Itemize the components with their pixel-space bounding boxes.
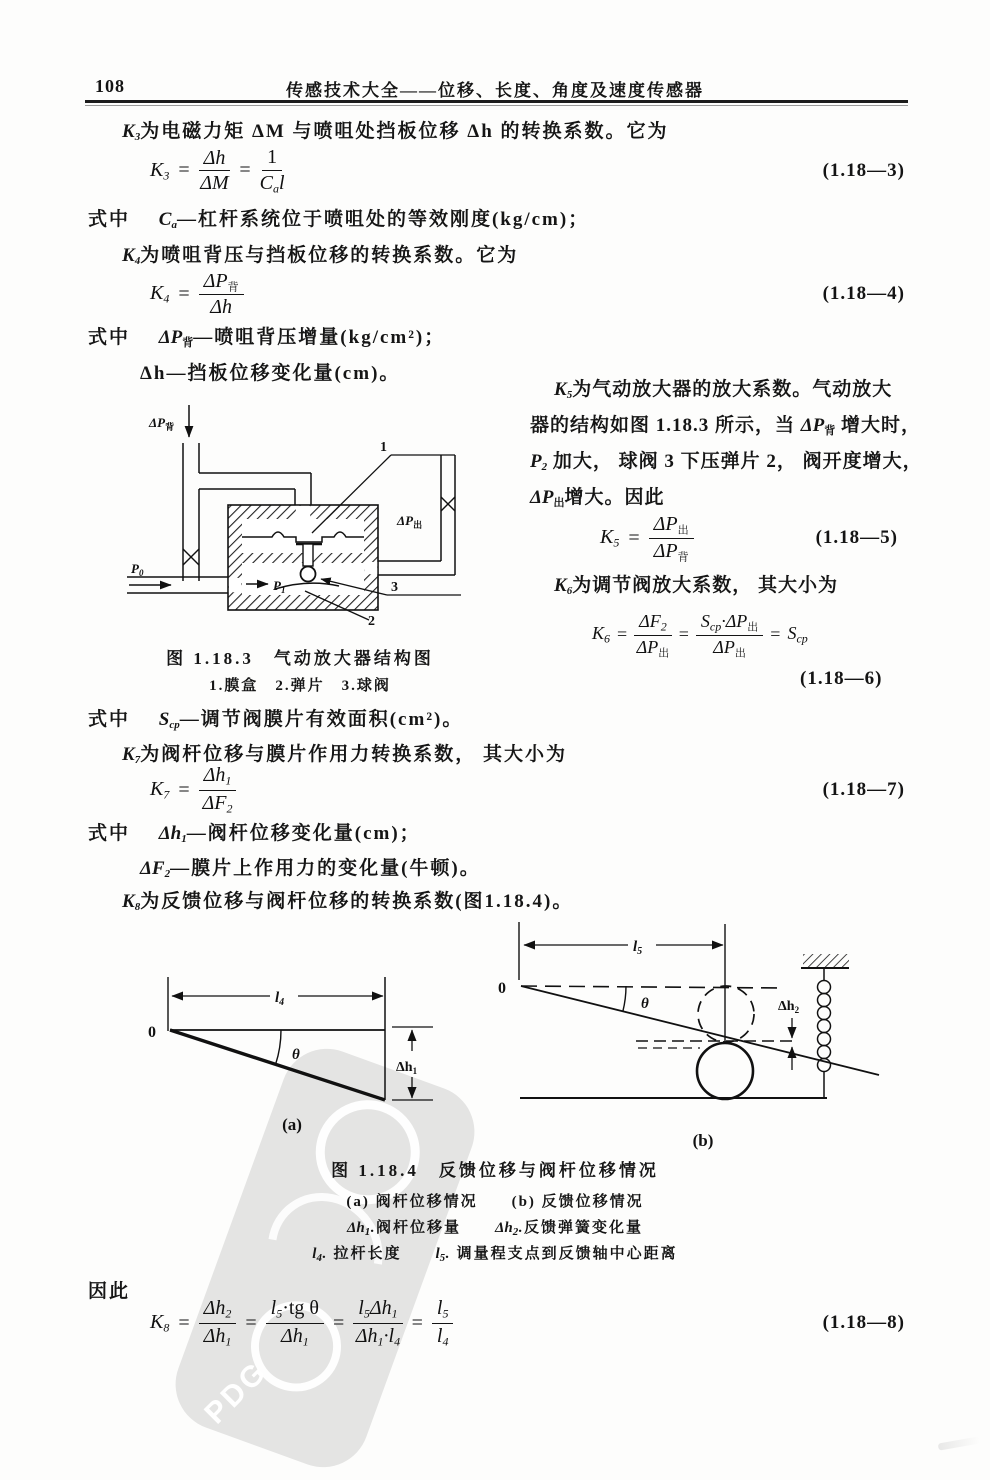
equation-number: (1.18—7) [822,779,905,800]
label-origin: 0 [498,980,506,997]
figure-1-18-4-subcaption: (a) 阀杆位移情况 (b) 反馈位移情况 [346,1194,644,1210]
figure-1-18-3-caption: 图 1.18.3 气动放大器结构图 [166,649,434,668]
equation-1-18-8 [150,1294,905,1352]
paragraph-k5-line3: $P_2$ 加大， 球阀 3 下压弹片 2， 阀开度增大， [530,451,923,473]
equation-number: (1.18—4) [822,283,905,304]
ball-valve [301,567,316,582]
formula-k4: $K_4$ = $\frac{\Delta P_背}{\Delta h}$ [150,270,244,319]
figure-1-18-3-legend: 1.膜盒 2.弹片 3.球阀 [209,678,391,694]
equation-number: (1.18—8) [822,1312,905,1333]
feedback-spring-coil [818,981,831,1072]
figure-1-18-4b-feedback-displacement [478,898,923,1160]
paragraph-shizhong-ca: 式中 $C_a—$杠杆系统位于喷咀处的等效刚度(kg/cm)； [88,209,590,231]
dashed-initial-position [521,986,780,988]
paragraph-dh: Δh—挡板位移变化量(cm)。 [140,363,401,384]
paragraph-k4: $K_4$为喷咀背压与挡板位移的转换系数。它为 [122,245,519,267]
figure-1-18-4a-valve-stem-displacement [140,923,480,1138]
equation-1-18-7 [150,762,905,818]
paragraph-shizhong-dh1: 式中 $\Delta h_1—$阀杆位移变化量(cm)； [88,823,421,845]
label-origin: 0 [148,1024,156,1041]
label-part-2: 2 [368,614,375,629]
header-rule-shadow [85,105,908,106]
paragraph-k6: $K_6$为调节阀放大系数， 其大小为 [554,575,838,597]
formula-k5: $K_5$ = $\frac{\Delta P_出}{\Delta P_背}$ [600,513,694,563]
subfigure-a-tag: (a) [282,1115,302,1134]
equation-number: (1.18—3) [822,160,905,181]
paragraph-shizhong-scp: 式中 $S_{cp}—$调节阀膜片有效面积(cm²)。 [88,709,464,731]
formula-k7: $K_7$ = $\frac{\Delta h_1}{\Delta F_2}$ [150,764,236,815]
label-part-1: 1 [380,440,387,455]
label-theta: θ [641,996,649,1012]
paragraph-therefore: 因此 [88,1281,131,1302]
label-p0: $P_0$ [131,561,144,578]
theta-arc [623,986,626,1011]
header-rule [85,100,908,103]
paragraph-k3: $K_3$为电磁力矩 ΔM 与喷咀处挡板位移 Δh 的转换系数。它为 [122,121,669,143]
watermark-pdg-label: PDG [198,1354,275,1431]
label-part-3: 3 [391,580,398,595]
label-theta: θ [292,1047,300,1063]
figure-1-18-4-legend-dh: $\Delta h_1$.阀杆位移量 $\Delta h_2$.反馈弹簧变化量 [346,1220,644,1238]
paragraph-k7: $K_7$为阀杆位移与膜片作用力转换系数， 其大小为 [122,744,567,766]
equation-number: (1.18—6) [800,668,883,689]
equation-1-18-3 [150,143,905,199]
formula-k6: $K_6$ = $\frac{\Delta F_2}{\Delta P_出}$ = $\frac{S_{cp}\cdot\Delta P_出}{\Delta P_出}$ = $S_{cp}$ [592,610,808,659]
anchor-hatching [803,954,849,967]
paragraph-shizhong-dpb: 式中 $\Delta P_背—$喷咀背压增量(kg/cm²)； [88,327,446,349]
label-dh2: $\Delta h_2$ [778,999,800,1015]
paragraph-k8: $K_8$为反馈位移与阀杆位移的转换系数(图1.18.4)。 [122,891,574,913]
figure-1-18-4-caption: 图 1.18.4 反馈位移与阀杆位移情况 [331,1161,659,1180]
label-l4: $l_4$ [275,990,285,1008]
valve-stem [303,544,313,566]
cam-final-solid [697,1043,753,1099]
running-header-title: 传感技术大全——位移、长度、角度及速度传感器 [286,81,704,100]
formula-k3: $K_3$ = $\frac{\Delta h}{\Delta M}$ = $\frac{1}{C_al}$ [150,146,285,196]
lever-rotated [170,1030,385,1100]
subfigure-b-tag: (b) [692,1131,714,1150]
paragraph-k5-line2: 器的结构如图 1.18.3 所示，当 $\Delta P_背$ 增大时， [530,415,922,437]
equation-1-18-6 [592,606,895,664]
feedback-rod [521,986,879,1075]
cam-initial-dashed [698,986,754,1042]
paragraph-k5-line1: $K_5$为气动放大器的放大系数。气动放大 [554,379,893,401]
scan-artifact [938,1436,981,1450]
theta-arc [276,1030,281,1064]
page-number: 108 [95,76,125,96]
label-dp-out: $\Delta P_出$ [397,513,423,530]
figure-1-18-4-legend-l: $l_4$. 拉杆长度 $l_5$. 调量程支点到反馈轴中心距离 [312,1246,678,1264]
paragraph-df2: $\Delta F_2—$膜片上作用力的变化量(牛顿)。 [140,858,481,880]
equation-number: (1.18—5) [815,527,898,548]
equation-1-18-4 [150,266,905,322]
equation-1-18-5 [600,510,898,566]
formula-k8: $K_8$ = $\frac{\Delta h_2}{\Delta h_1}$ = $\frac{l_5\cdot tg \theta}{\Delta h_1}$ = $\frac{l_5\Delta h_1}{\Delta h_1\cdot l_4}$ = $\frac{l_5}{l_4}$ [150,1297,453,1348]
paragraph-k5-line4: $\Delta P_出$增大。因此 [530,487,665,509]
label-l5: $l_5$ [633,939,643,957]
label-p1: $P_1$ [273,578,286,595]
label-dp-back: $\Delta P_背$ [149,415,175,432]
figure-1-18-3-pneumatic-amplifier-diagram [125,393,525,648]
label-dh1: $\Delta h_1$ [396,1060,418,1076]
